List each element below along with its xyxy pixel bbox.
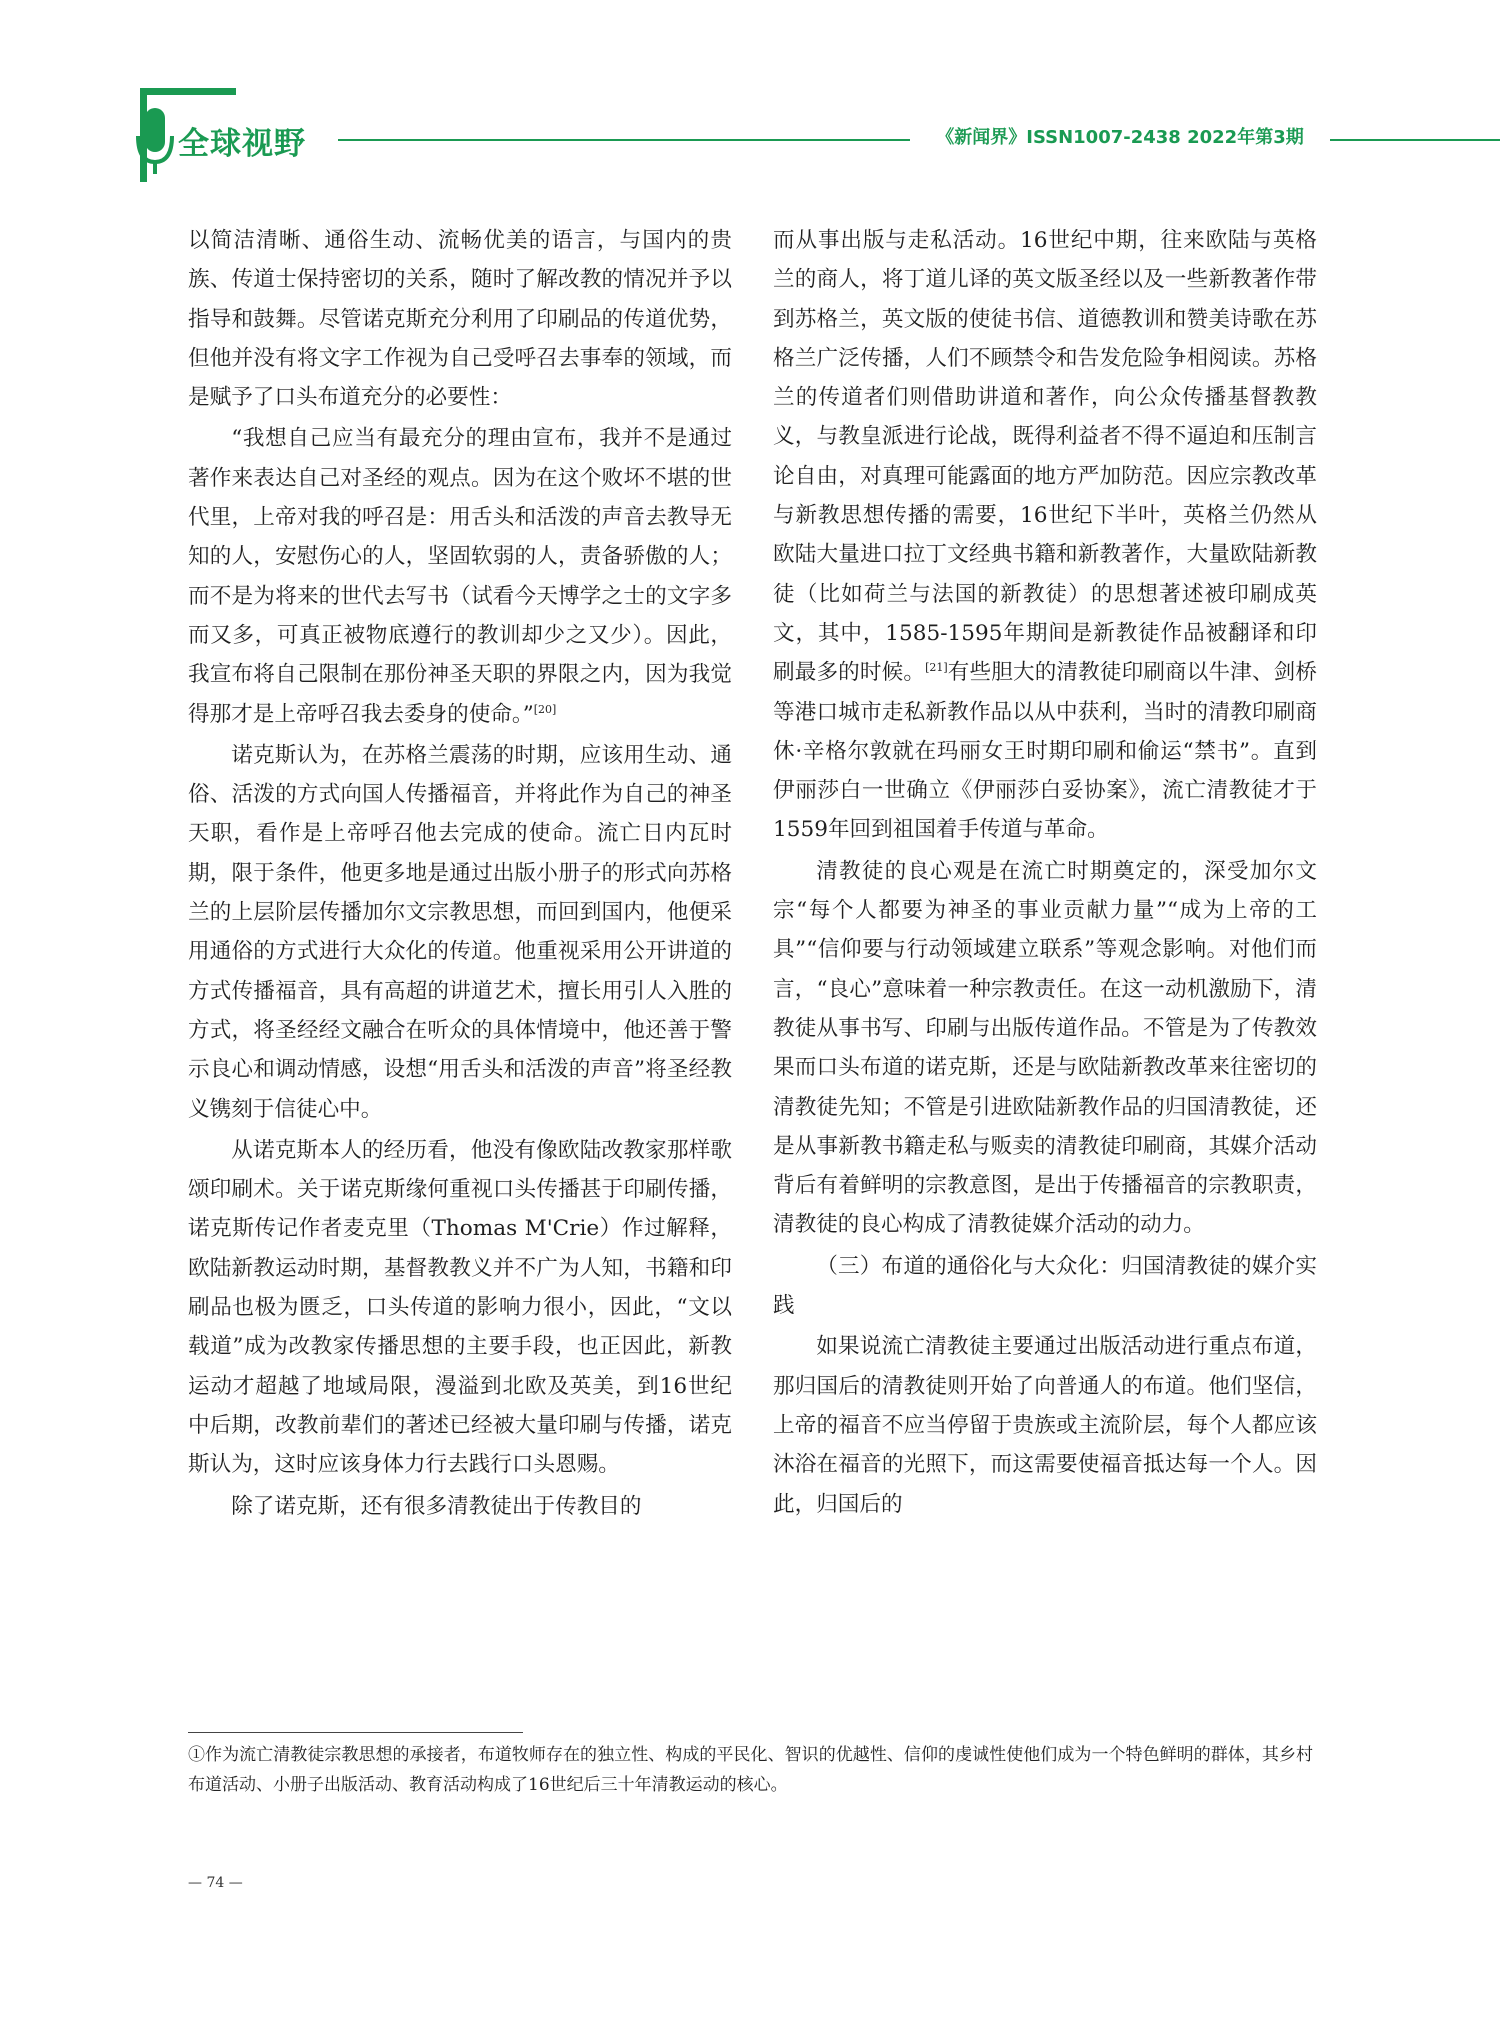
quote-paragraph [188, 419, 732, 733]
paragraph-text: 而从事出版与走私活动。16世纪中期，往来欧陆与英格兰的商人，将丁道儿译的英文版圣经以及一些新教著作带到苏格兰，英文版的使徒书信、道德教训和赞美诗歌在苏格兰广泛传播，人们不顾禁令和告发危险争相阅读。苏格兰的传道者们则借助讲道和著作，向公众传播基督教教义，与教皇派进行论战，既得利益者不得不逼迫和压制言论自由，对真理可能露面的地方严加防范。因应宗教改革与新教思想传播的需要，16世纪下半叶，英格兰仍然从欧陆大量进口拉丁文经典书籍和新教著作，大量欧陆新教徒（比如荷兰与法国的新教徒）的思想著述被印刷成英文，其中，1585-1595年期间是新教徒作品被翻译和印刷最多的时候。 [773, 228, 1317, 686]
citation-ref: [21] [925, 661, 948, 675]
left-column [188, 221, 732, 1526]
section-heading: （三）布道的通俗化与大众化：归国清教徒的媒介实践 [773, 1253, 1317, 1319]
footnote-rule [188, 1732, 523, 1733]
paragraph-text: 有些胆大的清教徒印刷商以牛津、剑桥等港口城市走私新教作品以从中获利，当时的清教印刷商休·辛格尔敦就在玛丽女王时期印刷和偷运“禁书”。直到伊丽莎白一世确立《伊丽莎白妥协案》，流亡清教徒才于1559年回到祖国着手传道与革命。 [773, 660, 1317, 843]
citation-ref: [20] [533, 702, 557, 716]
paragraph: 以简洁清晰、通俗生动、流畅优美的语言，与国内的贵族、传道士保持密切的关系，随时了解改教的情况并予以指导和鼓舞。尽管诺克斯充分利用了印刷品的传道优势，但他并没有将文字工作视为自己受呼召去事奉的领域，而是赋予了口头布道充分的必要性： [188, 228, 732, 411]
paragraph: 从诺克斯本人的经历看，他没有像欧陆改教家那样歌颂印刷术。关于诺克斯缘何重视口头传播甚于印刷传播，诺克斯传记作者麦克里（Thomas M'Crie）作过解释，欧陆新教运动时期，基督教教义并不广为人知，书籍和印刷品也极为匮乏，口头传道的影响力很小，因此，“文以载道”成为改教家传播思想的主要手段，也正因此，新教运动才超越了地域局限，漫溢到北欧及英美，到16世纪中后期，改教前辈们的著述已经被大量印刷与传播，诺克斯认为，这时应该身体力行去践行口头恩赐。 [188, 1137, 732, 1478]
header-rule-left [338, 139, 910, 141]
paragraph: 除了诺克斯，还有很多清教徒出于传教目的 [231, 1493, 642, 1519]
journal-info: 《新闻界》ISSN1007-2438 2022年第3期 [936, 127, 1304, 148]
section-title: 全球视野 [178, 126, 306, 162]
paragraph: 如果说流亡清教徒主要通过出版活动进行重点布道，那归国后的清教徒则开始了向普通人的布道。他们坚信，上帝的福音不应当停留于贵族或主流阶层，每个人都应该沐浴在福音的光照下，而这需要使福音抵达每一个人。因此，归国后的 [773, 1334, 1317, 1517]
header-rule-right [1330, 139, 1500, 141]
footnote: ①作为流亡清教徒宗教思想的承接者，布道牧师存在的独立性、构成的平民化、智识的优越性、信仰的虔诚性使他们成为一个特色鲜明的群体，其乡村布道活动、小册子出版活动、教育活动构成了16世纪后三十年清教运动的核心。 [188, 1745, 1313, 1795]
paragraph [773, 221, 1317, 850]
paragraph: 清教徒的良心观是在流亡时期奠定的，深受加尔文宗“每个人都要为神圣的事业贡献力量”“成为上帝的工具”“信仰要与行动领域建立联系”等观念影响。对他们而言，“良心”意味着一种宗教责任。在这一动机激励下，清教徒从事书写、印刷与出版传道作品。不管是为了传教效果而口头布道的诺克斯，还是与欧陆新教改革来往密切的清教徒先知；不管是引进欧陆新教作品的归国清教徒，还是从事新教书籍走私与贩卖的清教徒印刷商，其媒介活动背后有着鲜明的宗教意图，是出于传播福音的宗教职责，清教徒的良心构成了清教徒媒介活动的动力。 [773, 858, 1317, 1238]
paragraph: 诺克斯认为，在苏格兰震荡的时期，应该用生动、通俗、活泼的方式向国人传播福音，并将此作为自己的神圣天职，看作是上帝呼召他去完成的使命。流亡日内瓦时期，限于条件，他更多地是通过出版小册子的形式向苏格兰的上层阶层传播加尔文宗教思想，而回到国内，他便采用通俗的方式进行大众化的传道。他重视采用公开讲道的方式传播福音，具有高超的讲道艺术，擅长用引人入胜的方式，将圣经经文融合在听众的具体情境中，他还善于警示良心和调动情感，设想“用舌头和活泼的声音”将圣经教义镌刻于信徒心中。 [188, 742, 732, 1122]
microphone-icon [135, 106, 175, 176]
quote-text: “我想自己应当有最充分的理由宣布，我并不是通过著作来表达自己对圣经的观点。因为在这个败坏不堪的世代里，上帝对我的呼召是：用舌头和活泼的声音去教导无知的人，安慰伤心的人，坚固软弱的人，责备骄傲的人；而不是为将来的世代去写书（试看今天博学之士的文字多而又多，可真正被物底遵行的教训却少之又少）。因此，我宣布将自己限制在那份神圣天职的界限之内，因为我觉得那才是上帝呼召我去委身的使命。” [188, 426, 732, 727]
right-column [773, 221, 1317, 1524]
page-number: — 74 — [188, 1875, 243, 1891]
